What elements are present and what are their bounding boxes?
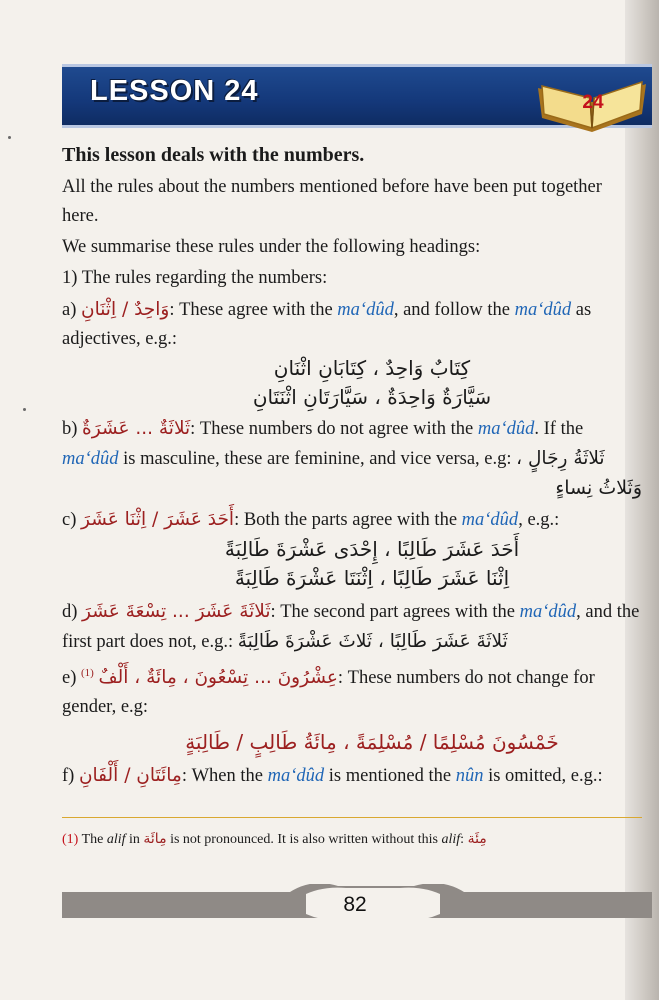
rule-f-arabic: مِائَتَانِ / أَلْفَانِ xyxy=(78,765,182,787)
rule-a-arabic: وَاحِدٌ / اِثْنَانِ xyxy=(81,299,170,320)
lesson-title: LESSON 24 xyxy=(90,75,259,107)
rule-c xyxy=(62,505,642,535)
rule-c-example-1: أَحَدَ عَشَرَ طَالِبًا ، إِحْدَى عَشْرَةَ طَالِبَةً xyxy=(224,537,520,561)
footnote-text-2: in xyxy=(125,832,144,847)
rule-d-label: d) xyxy=(62,602,78,622)
footnote-text-1: The xyxy=(78,832,107,847)
margin-speck xyxy=(23,408,26,411)
rule-a-example-1: كِتَابٌ وَاحِدٌ ، كِتَابَانِ اثْنَانِ xyxy=(273,356,471,380)
rule-b-arabic: ثَلاثَةٌ ... عَشَرَةٌ xyxy=(82,418,191,439)
rule-d-example-inline: ثَلاثَةَ عَشَرَ طَالِبًا ، ثَلاثَ عَشْرَةَ طَالِبَةً xyxy=(237,631,508,652)
rule-d-text-1: : The second part agrees with the xyxy=(270,602,520,622)
rule-f-text-1: : When the xyxy=(181,766,268,787)
intro-paragraph-3: 1) The rules regarding the numbers: xyxy=(62,268,328,288)
rule-e-examples xyxy=(62,728,642,757)
rule-a-keyword-1: ma‘dûd xyxy=(337,300,394,320)
rule-d xyxy=(62,597,642,657)
rule-b-text-3: is masculine, these are feminine, and vice versa, e.g: xyxy=(118,449,517,469)
rule-b-text-1: : These numbers do not agree with the xyxy=(190,419,478,439)
lesson-content xyxy=(62,144,642,791)
rule-a-examples xyxy=(62,354,642,412)
rule-e xyxy=(62,659,642,722)
footnote-arabic-2: مِئَة xyxy=(467,831,487,847)
rule-a-keyword-2: ma‘dûd xyxy=(514,300,572,320)
rule-b xyxy=(62,414,642,474)
rule-f-text-2: is mentioned the xyxy=(324,766,456,787)
rule-e-text-1: : These numbers do not change for gender, e.g: xyxy=(62,668,595,718)
rule-e-arabic: عِشْرُونَ ... تِسْعُونَ ، مِائَةٌ ، أَلْفٌ xyxy=(98,667,338,689)
rule-f-label: f) xyxy=(62,766,75,787)
rule-b-keyword-2: ma‘dûd xyxy=(62,449,119,469)
rule-f-text-3: is omitted, e.g.: xyxy=(483,766,603,787)
rule-b-keyword-1: ma‘dûd xyxy=(477,419,535,439)
rule-c-examples xyxy=(62,535,642,593)
rule-e-footnote-ref: (1) xyxy=(81,667,94,679)
rule-e-label: e) xyxy=(62,668,77,689)
footnote-text-3: is not pronounced. It is also written without this xyxy=(166,832,442,847)
footnote-keyword-2: alif xyxy=(441,832,461,847)
footnote xyxy=(62,831,642,848)
rule-b-example-2: وَثَلاثُ نِساءٍ xyxy=(555,477,642,499)
rule-c-arabic: أَحَدَ عَشَرَ / اِثْنَا عَشَرَ xyxy=(81,509,235,530)
rule-d-keyword-1: ma‘dûd xyxy=(519,602,577,622)
rule-f xyxy=(62,761,642,791)
lesson-heading: This lesson deals with the numbers. xyxy=(62,144,365,166)
rule-a-example-2: سَيَّارَةٌ وَاحِدَةٌ ، سَيَّارَتَانِ اثْنَتَانِ xyxy=(252,385,492,409)
margin-speck xyxy=(8,136,11,139)
rule-d-arabic: ثَلاثَةَ عَشَرَ ... تِسْعَةَ عَشَرَ xyxy=(82,601,271,622)
rule-f-keyword-2: nûn xyxy=(455,766,484,787)
rule-a xyxy=(62,295,642,354)
rule-c-text-1: : Both the parts agree with the xyxy=(234,510,462,530)
footnote-text-4: : xyxy=(460,832,468,847)
rule-b-example-inline: ثَلاثَةُ رِجَالٍ ، xyxy=(516,448,605,469)
intro-paragraph-2: We summarise these rules under the following headings: xyxy=(62,237,481,257)
rule-f-keyword-1: ma‘dûd xyxy=(267,766,325,787)
rule-c-text-2: , e.g.: xyxy=(518,510,560,530)
rule-c-keyword-1: ma‘dûd xyxy=(461,510,519,530)
rule-a-text-3: as adjectives, e.g.: xyxy=(62,300,592,349)
rule-b-label: b) xyxy=(62,419,78,439)
intro-paragraph-1: All the rules about the numbers mentioned before have been put together here. xyxy=(62,177,602,226)
rule-c-example-2: اِثْنَا عَشَرَ طَالِبًا ، اِثْنَتَا عَشْرَةَ طَالِبَةً xyxy=(234,566,510,590)
rule-c-label: c) xyxy=(62,510,77,530)
rule-b-text-2: . If the xyxy=(534,419,584,439)
rule-a-text-2: , and follow the xyxy=(393,300,515,320)
rule-d-text-2: , and the first part does not, e.g.: xyxy=(62,602,640,652)
footnote-keyword-1: alif xyxy=(106,832,126,847)
rule-e-example-1: خَمْسُونَ مُسْلِمًا / مُسْلِمَةً ، مِائَةُ طَالِبٍ / طَالِبَةٍ xyxy=(185,730,559,755)
rule-a-text-1: : These agree with the xyxy=(169,300,338,320)
page-number: 82 xyxy=(343,893,367,916)
footnote-divider xyxy=(62,817,642,818)
lesson-badge: 24 xyxy=(582,92,604,113)
footnote-mark: (1) xyxy=(62,832,79,847)
rule-a-label: a) xyxy=(62,300,77,320)
footnote-arabic-1: مِائَة xyxy=(143,831,167,847)
